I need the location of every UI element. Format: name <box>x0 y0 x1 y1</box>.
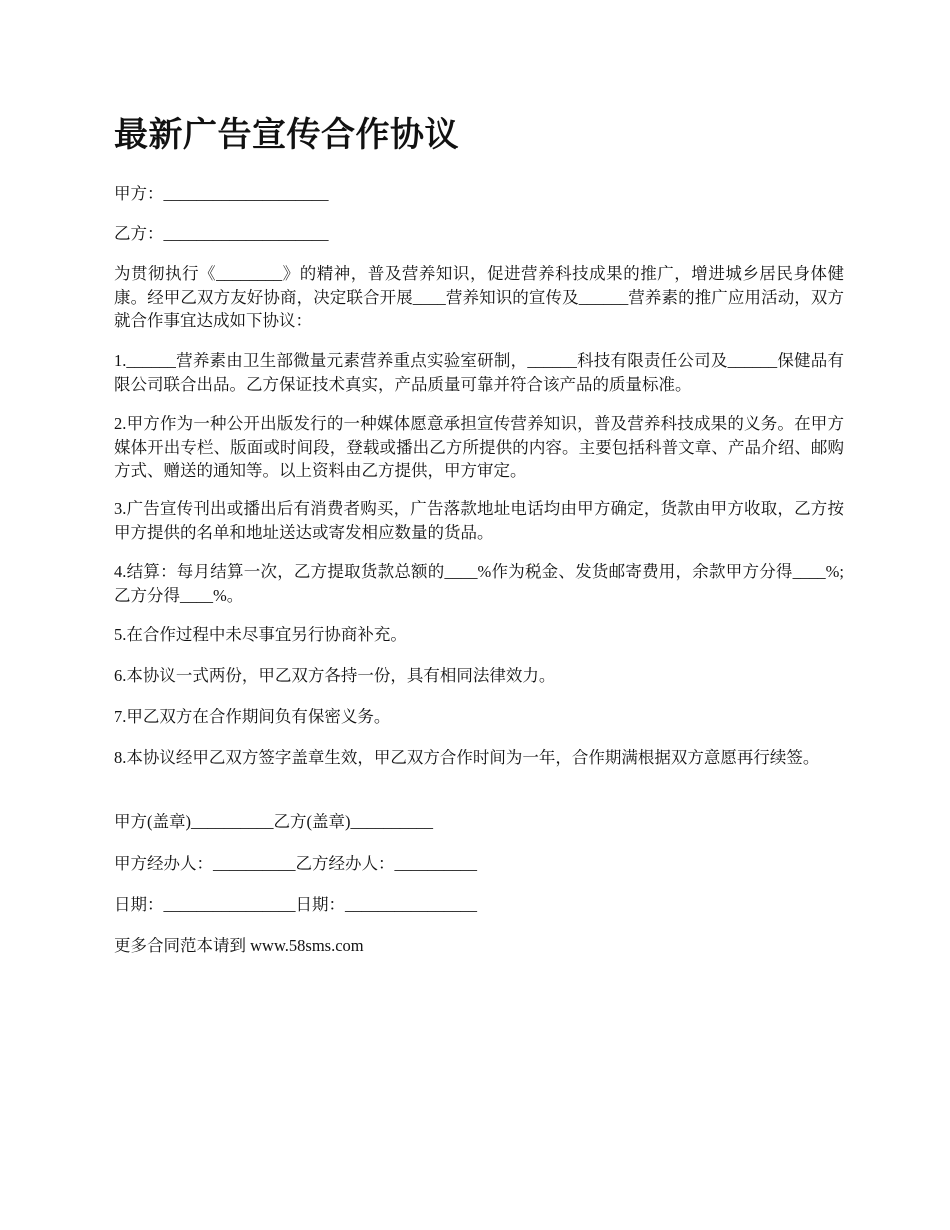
document-title: 最新广告宣传合作协议 <box>114 117 459 154</box>
clause-3: 3.广告宣传刊出或播出后有消费者购买，广告落款地址电话均由甲方确定，货款由甲方收取，乙方按甲方提供的名单和地址送达或寄发相应数量的货品。 <box>114 499 844 542</box>
party-b-line: 乙方：____________________ <box>114 224 329 243</box>
clause-2: 2.甲方作为一种公开出版发行的一种媒体愿意承担宣传营养知识，普及营养科技成果的义务。在甲方媒体开出专栏、版面或时间段，登载或播出乙方所提供的内容。主要包括科普文章、产品介绍、邮购方式、赠送的通知等。以上资料由乙方提供，甲方审定。 <box>114 414 844 480</box>
clause-5: 5.在合作过程中未尽事宜另行协商补充。 <box>114 625 407 644</box>
intro-paragraph: 为贯彻执行《________》的精神，普及营养知识，促进营养科技成果的推广，增进城乡居民身体健康。经甲乙双方友好协商，决定联合开展____营养知识的宣传及______营养素的推广应用活动，双方就合作事宜达成如下协议： <box>114 264 844 330</box>
clause-8: 8.本协议经甲乙双方签字盖章生效，甲乙双方合作时间为一年，合作期满根据双方意愿再行续签。 <box>114 748 820 767</box>
clause-1: 1.______营养素由卫生部微量元素营养重点实验室研制，______科技有限责任公司及______保健品有限公司联合出品。乙方保证技术真实，产品质量可靠并符合该产品的质量标准。 <box>114 351 844 394</box>
date-line: 日期：________________日期：________________ <box>114 895 477 914</box>
clause-7: 7.甲乙双方在合作期间负有保密义务。 <box>114 707 391 726</box>
clause-6: 6.本协议一式两份，甲乙双方各持一份，具有相同法律效力。 <box>114 666 556 685</box>
clause-4: 4.结算：每月结算一次，乙方提取货款总额的____%作为税金、发货邮寄费用，余款甲方分得____%;乙方分得____%。 <box>114 562 844 605</box>
seal-signature-line: 甲方(盖章)__________乙方(盖章)__________ <box>114 812 433 831</box>
agent-signature-line: 甲方经办人：__________乙方经办人：__________ <box>114 854 477 873</box>
footer-more-templates: 更多合同范本请到 www.58sms.com <box>114 936 364 955</box>
party-a-line: 甲方：____________________ <box>114 184 329 203</box>
